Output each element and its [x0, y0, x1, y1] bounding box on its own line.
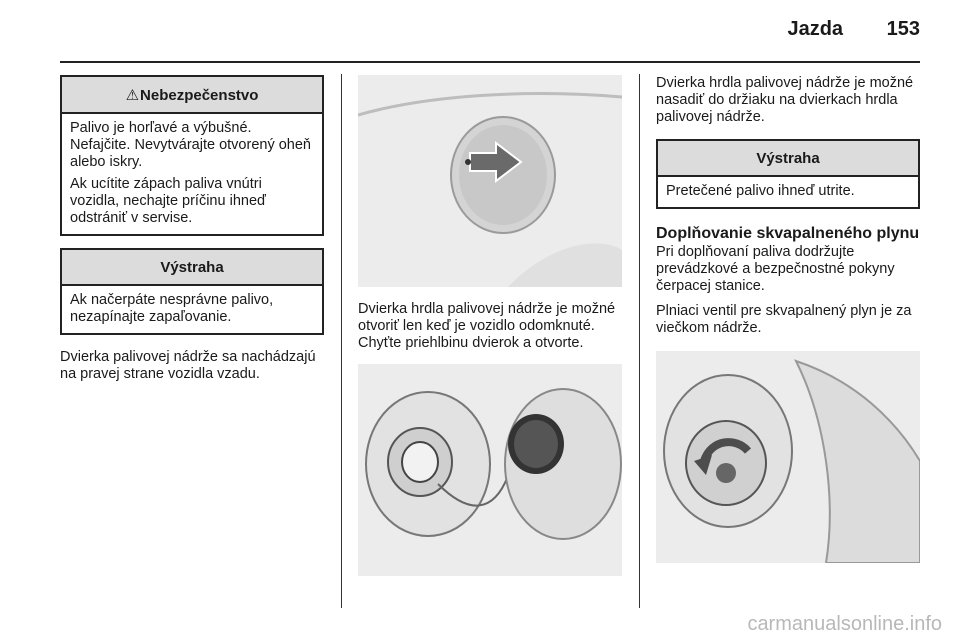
body-paragraph: Dvierka hrdla palivovej nádrže je možné otvoriť len keď je vozidlo odomknuté. Chyťte priehlbinu dvierok a otvorte.	[358, 301, 616, 351]
caution-box-header: Výstraha	[658, 141, 918, 177]
body-paragraph: Dvierka hrdla palivovej nádrže je možné nasadiť do držiaku na dvierkach hrdla palivovej nádrže.	[656, 75, 914, 125]
page-number: 153	[886, 18, 920, 40]
warning-triangle-icon: ⚠	[125, 87, 140, 104]
column-3	[656, 75, 920, 563]
watermark: carmanualsonline.info	[747, 613, 942, 635]
caution-box-body	[658, 177, 918, 207]
caution-paragraph: Ak načerpáte nesprávne palivo, nezapínajte zapaľovanie.	[70, 292, 274, 325]
section-title: Jazda	[787, 18, 844, 40]
column-divider	[639, 74, 640, 608]
body-paragraph: Plniaci ventil pre skvapalnený plyn je za viečkom nádrže.	[656, 303, 912, 336]
danger-box	[60, 75, 324, 236]
column-2	[358, 75, 622, 576]
column-divider	[341, 74, 342, 608]
caution-paragraph: Pretečené palivo ihneď utrite.	[666, 183, 855, 199]
fuel-cap-on-holder-illustration	[358, 364, 622, 576]
caution-box	[656, 139, 920, 209]
lpg-filler-valve-illustration	[656, 351, 920, 563]
column-1	[60, 75, 324, 391]
caution-box-header: Výstraha	[62, 250, 322, 286]
section-subheading: Doplňovanie skvapalneného plynu	[656, 225, 920, 242]
danger-paragraph: Palivo je horľavé a výbušné. Nefajčite. Nevytvárajte otvorený oheň alebo iskry.	[70, 120, 311, 170]
body-paragraph: Pri doplňovaní paliva dodržujte prevádzkové a bezpečnostné pokyny čerpacej stanice.	[656, 244, 895, 294]
danger-box-title: Nebezpečenstvo	[140, 87, 259, 104]
danger-paragraph: Ak ucítite zápach paliva vnútri vozidla, nechajte príčinu ihneď odstrániť v servise.	[70, 176, 266, 226]
header-rule	[60, 61, 920, 63]
fuel-door-push-arrow-illustration	[358, 75, 622, 287]
caution-box-body	[62, 286, 322, 333]
page-header	[787, 18, 920, 41]
danger-box-body	[62, 114, 322, 234]
danger-box-header	[62, 77, 322, 114]
body-paragraph: Dvierka palivovej nádrže sa nachádzajú na pravej strane vozidla vzadu.	[60, 349, 316, 382]
caution-box	[60, 248, 324, 335]
